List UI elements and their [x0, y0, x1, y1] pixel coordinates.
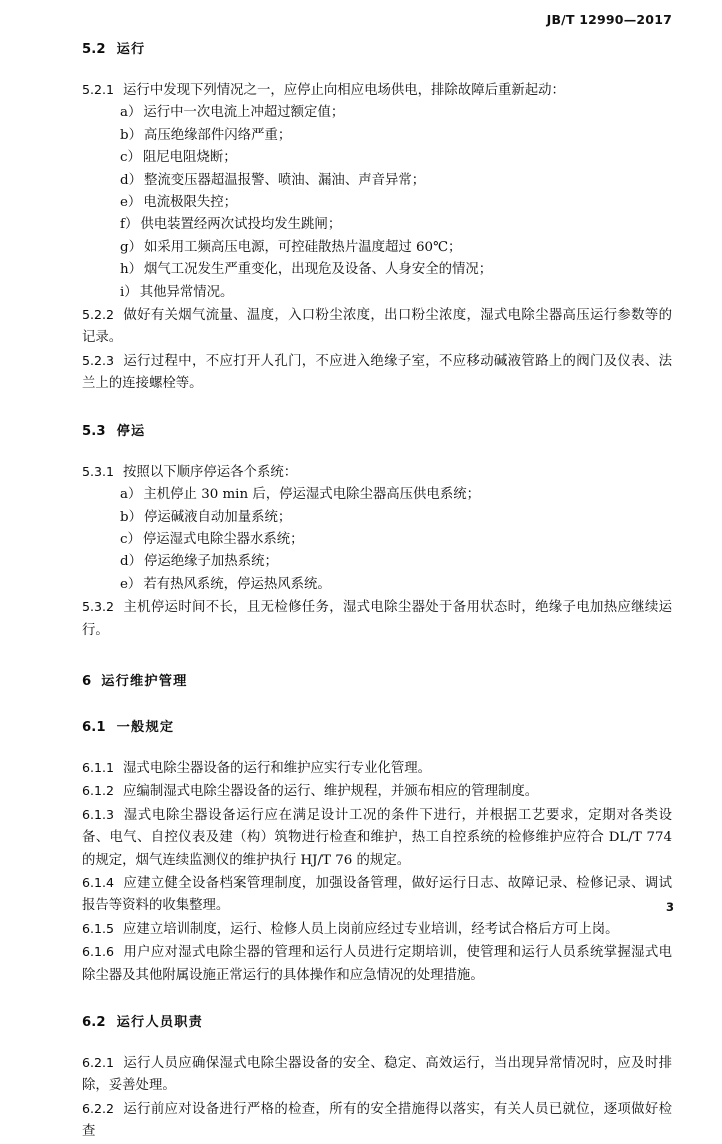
- spacer: [82, 642, 672, 672]
- list-item-text: 主机停止 30 min 后，停运湿式电除尘器高压供电系统；: [143, 487, 480, 503]
- list-item-label: i）: [120, 284, 138, 300]
- list-item-label: a）: [120, 105, 142, 121]
- clause-5-3-1: [82, 461, 672, 484]
- list-item-label: f）: [120, 217, 139, 233]
- page-number: 3: [665, 900, 674, 914]
- list-item-label: e）: [120, 576, 142, 592]
- clause-number: 6.1.3: [82, 806, 115, 822]
- list-item: [82, 551, 672, 573]
- list-item: [82, 529, 672, 551]
- list-item: [82, 125, 672, 147]
- clause-5-3-2: [82, 596, 672, 642]
- list-item: [82, 507, 672, 529]
- clause-text: 按照以下顺序停运各个系统：: [123, 464, 298, 480]
- list-item-label: d）: [120, 554, 142, 570]
- spacer: [82, 692, 672, 718]
- spacer: [82, 396, 672, 422]
- list-item-label: e）: [120, 195, 142, 211]
- clause-text: 运行前应对设备进行严格的检查，所有的安全措施得以落实，有关人员已就位，逐项做好检查: [82, 1101, 672, 1140]
- clause-number: 6.1: [82, 719, 106, 735]
- spacer: [82, 60, 672, 79]
- clause-5-2-3: [82, 350, 672, 396]
- spacer: [82, 442, 672, 461]
- list-item-text: 烟气工况发生严重变化，出现危及设备、人身安全的情况；: [144, 262, 493, 278]
- clause-number: 6.1.4: [82, 874, 115, 890]
- clause-number: 5.3.2: [82, 599, 115, 615]
- clause-number: 6.2.1: [82, 1055, 115, 1070]
- clause-title: 停运: [116, 423, 146, 439]
- list-item-text: 阻尼电阻烧断；: [142, 150, 237, 166]
- list-item: [82, 147, 672, 169]
- clause-text: 湿式电除尘器设备的运行和维护应实行专业化管理。: [123, 760, 432, 776]
- clause-6-1-3: [82, 804, 672, 872]
- list-item-text: 电流极限失控；: [143, 195, 238, 211]
- list-item-label: c）: [120, 150, 141, 166]
- list-item: [82, 259, 672, 281]
- clause-number: 5.2.1: [82, 82, 115, 97]
- clause-text: 应建立培训制度，运行、检修人员上岗前应经过专业培训，经考试合格后方可上岗。: [123, 921, 619, 937]
- spacer: [82, 1033, 672, 1052]
- list-item-text: 整流变压器超温报警、喷油、漏油、声音异常；: [143, 172, 426, 188]
- list-item: [82, 237, 672, 259]
- running-header: JB/T 12990—2017: [546, 12, 672, 27]
- list-item-text: 停运碱液自动加量系统；: [143, 509, 292, 525]
- clause-text: 应编制湿式电除尘器设备的运行、维护规程，并颁布相应的管理制度。: [123, 784, 539, 800]
- clause-title: 运行维护管理: [101, 673, 188, 689]
- clause-heading-6: [82, 672, 672, 692]
- list-item: [82, 170, 672, 192]
- clause-heading-6-2: [82, 1013, 672, 1033]
- clause-number: 6: [82, 673, 92, 689]
- list-item-label: g）: [120, 239, 142, 255]
- clause-6-1-2: [82, 780, 672, 803]
- clause-5-2-1: [82, 79, 672, 102]
- clause-title: 运行: [116, 42, 146, 57]
- list-item-label: b）: [120, 127, 142, 143]
- list-item-text: 高压绝缘部件闪络严重；: [143, 127, 292, 143]
- clause-text: 做好有关烟气流量、温度，入口粉尘浓度，出口粉尘浓度，湿式电除尘器高压运行参数等的记录。: [82, 308, 672, 346]
- list-item: [82, 192, 672, 214]
- clause-heading-5-2: [82, 40, 672, 60]
- spacer: [82, 987, 672, 1013]
- list-item: [82, 214, 672, 236]
- clause-number: 6.1.6: [82, 944, 115, 960]
- list-item-text: 停运湿式电除尘器水系统；: [142, 531, 304, 547]
- list-item-label: b）: [120, 509, 142, 525]
- clause-text: 主机停运时间不长，且无检修任务，湿式电除尘器处于备用状态时，绝缘子电加热应继续运行。: [82, 600, 672, 638]
- clause-number: 6.2: [82, 1015, 106, 1030]
- list-item: [82, 282, 672, 304]
- list-item-text: 其他异常情况。: [139, 284, 234, 300]
- list-item-text: 运行中一次电流上冲超过额定值；: [143, 105, 345, 121]
- clause-title: 运行人员职责: [116, 1015, 203, 1030]
- clause-text: 用户应对湿式电除尘器的管理和运行人员进行定期培训，使管理和运行人员系统掌握湿式电除尘器及其他附属设施正常运行的具体操作和应急情况的处理措施。: [82, 945, 672, 983]
- document-body: [82, 40, 672, 1144]
- clause-heading-5-3: [82, 422, 672, 442]
- clause-number: 6.1.1: [82, 759, 115, 775]
- clause-6-2-1: [82, 1052, 672, 1098]
- list-item-text: 供电装置经两次试投均发生跳闸；: [140, 217, 342, 233]
- clause-text: 运行中发现下列情况之一，应停止向相应电场供电，排除故障后重新起动：: [123, 83, 565, 98]
- clause-text: 运行过程中，不应打开人孔门，不应进入绝缘子室，不应移动碱液管路上的阀门及仪表、法兰上的连接螺栓等。: [82, 353, 672, 392]
- list-item-text: 停运绝缘子加热系统；: [143, 554, 278, 570]
- clause-number: 5.2.2: [82, 307, 115, 323]
- list-item-label: c）: [120, 531, 141, 547]
- clause-heading-6-1: [82, 718, 672, 738]
- spacer: [82, 738, 672, 757]
- list-item-text: 若有热风系统，停运热风系统。: [143, 576, 331, 592]
- clause-text: 运行人员应确保湿式电除尘器设备的安全、稳定、高效运行，当出现异常情况时，应及时排除，妥善处理。: [82, 1056, 672, 1094]
- list-item: [82, 574, 672, 596]
- clause-number: 5.3.1: [82, 463, 115, 479]
- list-item-text: 如采用工频高压电源，可控硅散热片温度超过 60℃；: [143, 239, 462, 255]
- clause-number: 6.2.2: [82, 1100, 115, 1116]
- clause-text: 应建立健全设备档案管理制度，加强设备管理，做好运行日志、故障记录、检修记录、调试报告等资料的收集整理。: [82, 875, 672, 914]
- clause-6-2-2: [82, 1098, 672, 1144]
- list-item: [82, 102, 672, 124]
- clause-text: 湿式电除尘器设备运行应在满足设计工况的条件下进行，并根据工艺要求，定期对各类设备、电气、自控仪表及建（构）筑物进行检查和维护，热工自控系统的检修维护应符合 DL/T 774 的规定，烟气连续监测仪的维护执行 HJ/T 76 的规定。: [82, 807, 672, 868]
- list-item-label: h）: [120, 262, 143, 278]
- list-item: [82, 484, 672, 506]
- clause-6-1-5: [82, 918, 672, 941]
- clause-number: 6.1.2: [82, 783, 115, 799]
- clause-number: 6.1.5: [82, 920, 115, 936]
- clause-6-1-6: [82, 941, 672, 987]
- clause-5-2-2: [82, 304, 672, 350]
- clause-number: 5.2: [82, 42, 106, 57]
- clause-title: 一般规定: [116, 719, 175, 735]
- list-item-label: d）: [120, 172, 142, 188]
- clause-6-1-1: [82, 757, 672, 780]
- clause-number: 5.3: [82, 423, 106, 439]
- clause-number: 5.2.3: [82, 352, 115, 368]
- list-item-label: a）: [120, 487, 142, 503]
